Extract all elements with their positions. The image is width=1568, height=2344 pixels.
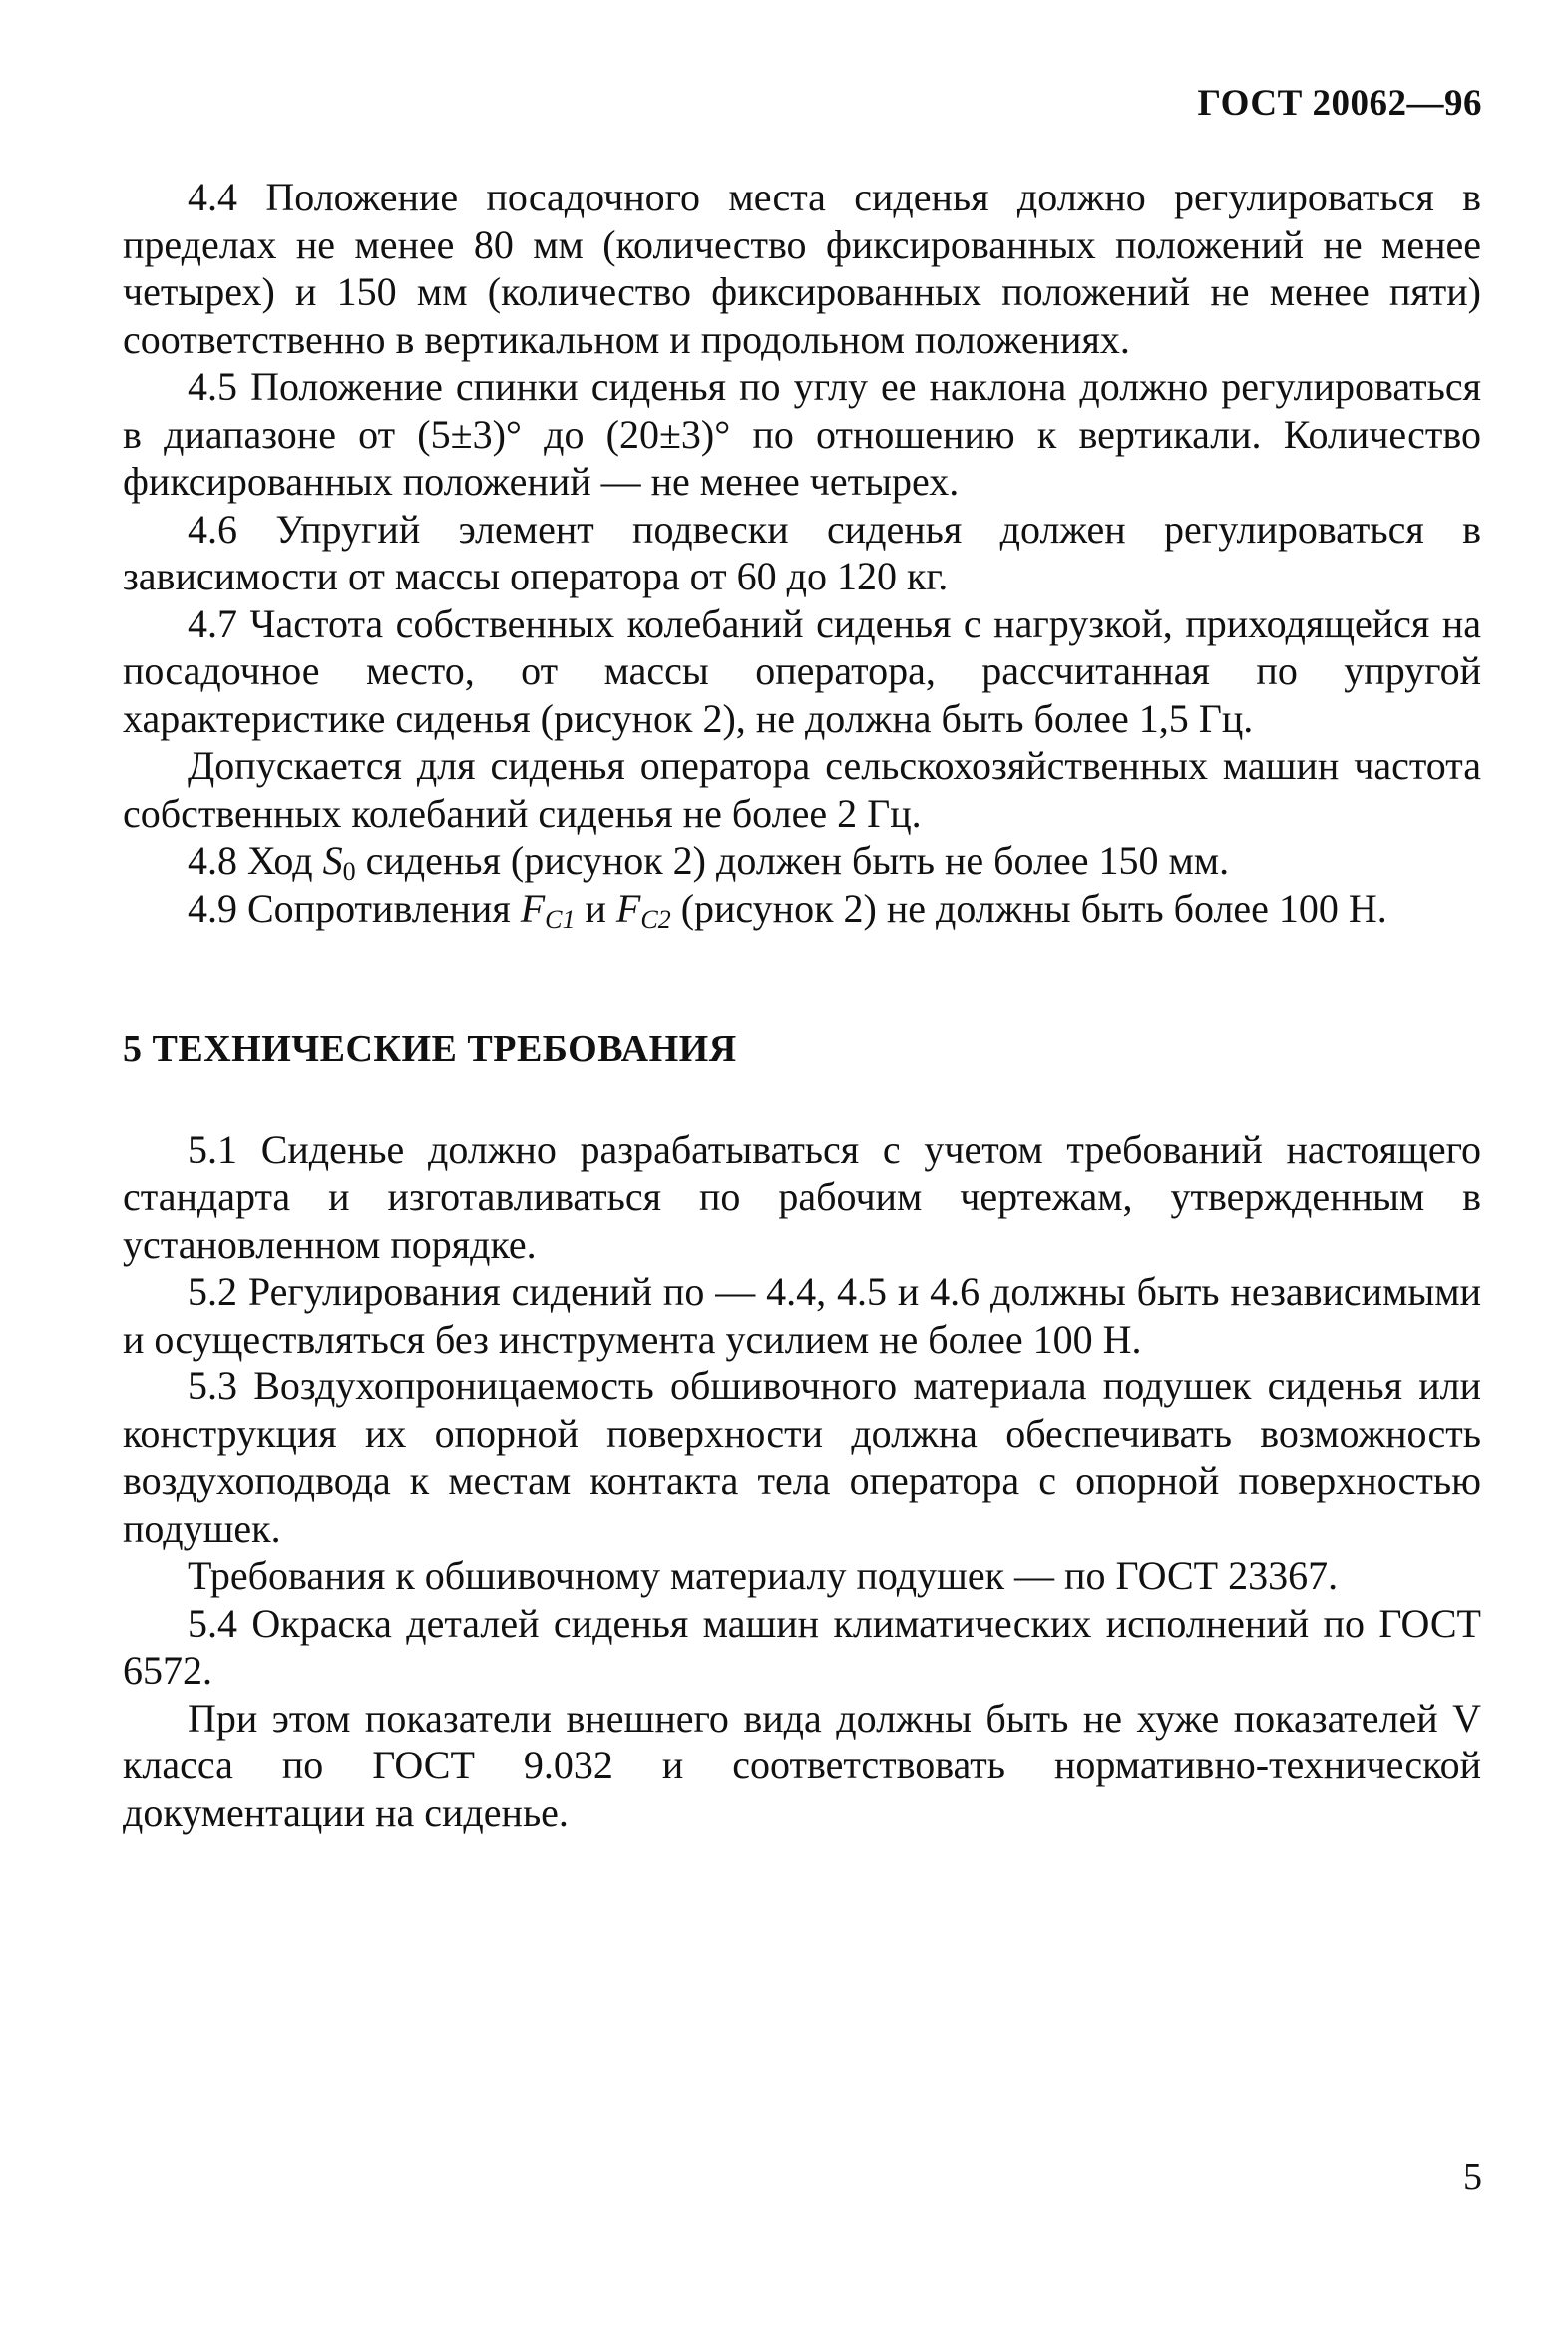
paragraph-4-7-note: Допускается для сиденья оператора сельскохозяйственных машин частота собственных колебаний сиденья не более 2 Гц. [123, 743, 1481, 836]
paragraph-4-9-prefix: 4.9 Сопротивления [188, 885, 521, 931]
section-5-title-text: 5 ТЕХНИЧЕСКИЕ ТРЕБОВАНИЯ [123, 1028, 737, 1070]
resistance-symbol-2-subscript: C2 [640, 904, 671, 934]
stroke-symbol-subscript: 0 [342, 857, 356, 886]
document-body [123, 174, 1481, 1836]
paragraph-4-6: 4.6 Упругий элемент подвески сиденья должен регулироваться в зависимости от массы оператора от 60 до 120 кг. [123, 506, 1481, 598]
paragraph-4-9 [123, 885, 1481, 933]
paragraph-4-9-suffix: (рисунок 2) не должны быть более 100 Н. [670, 885, 1387, 931]
resistance-symbol-2: F [615, 885, 641, 931]
paragraph-5-4: 5.4 Окраска деталей сиденья машин климатических исполнений по ГОСТ 6572. [123, 1600, 1481, 1693]
stroke-symbol: S [322, 838, 343, 883]
paragraph-4-4: 4.4 Положение посадочного места сиденья должно регулироваться в пределах не менее 80 мм (количество фиксированных положений не менее четырех) и 150 мм (количество фиксированных положений не менее пяти) соответственно в вертикальном и продольном положениях. [123, 175, 1481, 362]
paragraph-4-8 [123, 837, 1481, 885]
resistance-symbol-1-subscript: C1 [545, 904, 576, 934]
paragraph-4-8-prefix: 4.8 Ход [188, 838, 323, 883]
paragraph-5-4-note: При этом показатели внешнего вида должны быть не хуже показателей V класса по ГОСТ 9.032 и соответствовать нормативно-технической документации на сиденье. [123, 1695, 1481, 1835]
paragraph-5-3: 5.3 Воздухопроницаемость обшивочного материала подушек сиденья или конструкция их опорной поверхности должна обеспечивать возможность воздухоподвода к местам контакта тела оператора с опорной поверхностью подушек. [123, 1364, 1481, 1551]
paragraph-4-8-suffix: сиденья (рисунок 2) должен быть не более 150 мм. [355, 838, 1230, 883]
page-number: 5 [1463, 2156, 1482, 2198]
paragraph-5-1: 5.1 Сиденье должно разрабатываться с учетом требований настоящего стандарта и изготавливаться по рабочим чертежам, утвержденным в установленном порядке. [123, 1126, 1481, 1267]
paragraph-5-2: 5.2 Регулирования сидений по — 4.4, 4.5 и 4.6 должны быть независимыми и осуществляться без инструмента усилием не более 100 Н. [123, 1269, 1481, 1362]
document-header: ГОСТ 20062—96 [1197, 83, 1482, 124]
paragraph-4-5: 4.5 Положение спинки сиденья по углу ее наклона должно регулироваться в диапазоне от (5±3)° до (20±3)° по отношению к вертикали. Количество фиксированных положений — не менее четырех. [123, 364, 1481, 504]
paragraph-4-9-middle: и [575, 885, 616, 931]
resistance-symbol-1: F [520, 885, 546, 931]
paragraph-5-3-note: Требования к обшивочному материалу подушек — по ГОСТ 23367. [188, 1553, 1339, 1598]
paragraph-4-7: 4.7 Частота собственных колебаний сиденья с нагрузкой, приходящейся на посадочное место, от массы оператора, рассчитанная по упругой характеристике сиденья (рисунок 2), не должна быть более 1,5 Гц. [123, 600, 1481, 741]
section-5-title [123, 1026, 1481, 1074]
